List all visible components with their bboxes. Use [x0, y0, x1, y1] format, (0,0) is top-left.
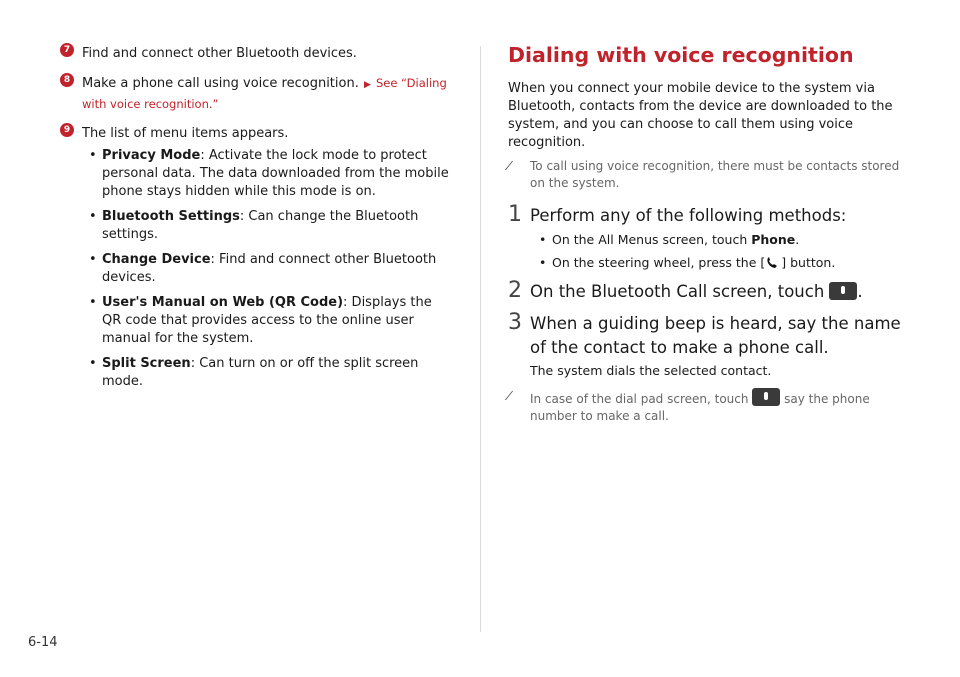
- step-text: When a guiding beep is heard, say the name of the contact to make a phone call.: [530, 314, 901, 357]
- step-3: [508, 312, 904, 380]
- list-item: • Change Device: Find and connect other Bluetooth devices.: [102, 251, 454, 287]
- arrow-right-icon: ▶: [363, 80, 371, 90]
- item-text: Find and connect other Bluetooth devices.: [82, 46, 357, 61]
- step-number: 2: [508, 278, 522, 303]
- list-item: • On the steering wheel, press the [ ] button.: [552, 254, 904, 272]
- list-item: • Privacy Mode: Activate the lock mode to protect personal data. The data downloaded from the mobile phone stays hidden while this mode is on.: [102, 147, 454, 201]
- list-item: • Bluetooth Settings: Can change the Bluetooth settings.: [102, 208, 454, 244]
- step-text: On the Bluetooth Call screen, touch: [530, 282, 825, 301]
- cross-reference-link[interactable]: See “Dialing with voice recognition.”: [82, 76, 447, 111]
- note: ⁄ To call using voice recognition, there must be contacts stored on the system.: [508, 159, 900, 190]
- left-column: [63, 42, 454, 400]
- list-item: • User's Manual on Web (QR Code): Displays the QR code that provides access to the online user manual for the system.: [102, 294, 454, 348]
- note: ⁄ In case of the dial pad screen, touch say the phone number to make a call.: [508, 389, 870, 423]
- section-title: Dialing with voice recognition: [508, 43, 854, 67]
- right-column: [508, 42, 904, 437]
- step-1: [508, 204, 904, 272]
- menu-items-list: [82, 147, 454, 391]
- step-text: Perform any of the following methods:: [530, 206, 847, 225]
- step-2: 2 On the Bluetooth Call screen, touch .: [508, 278, 863, 303]
- item-text: Make a phone call using voice recognition.: [82, 76, 359, 91]
- number-badge: 7: [60, 43, 74, 57]
- microphone-icon: [752, 388, 780, 406]
- numbered-item-9: [63, 122, 454, 391]
- page-number: 6-14: [28, 635, 58, 650]
- numbered-item-8: [63, 72, 454, 112]
- microphone-icon: [829, 282, 857, 300]
- step-3-result: The system dials the selected contact.: [530, 363, 772, 378]
- note-icon: ⁄: [508, 389, 511, 403]
- item-text: The list of menu items appears.: [82, 126, 289, 141]
- list-item: • On the All Menus screen, touch Phone.: [552, 231, 904, 249]
- step-number: 3: [508, 310, 522, 335]
- numbered-item-7: [63, 42, 454, 63]
- list-item: • Split Screen: Can turn on or off the split screen mode.: [102, 355, 454, 391]
- phone-icon: [765, 256, 781, 270]
- note-icon: ⁄: [508, 159, 511, 173]
- number-badge: 9: [60, 123, 74, 137]
- intro-paragraph: When you connect your mobile device to the system via Bluetooth, contacts from the device are downloaded to the system, and you can choose to call them using voice recognition.: [508, 81, 893, 150]
- number-badge: 8: [60, 73, 74, 87]
- column-divider: [480, 46, 481, 632]
- step-1-methods: [530, 231, 904, 272]
- step-number: 1: [508, 202, 522, 227]
